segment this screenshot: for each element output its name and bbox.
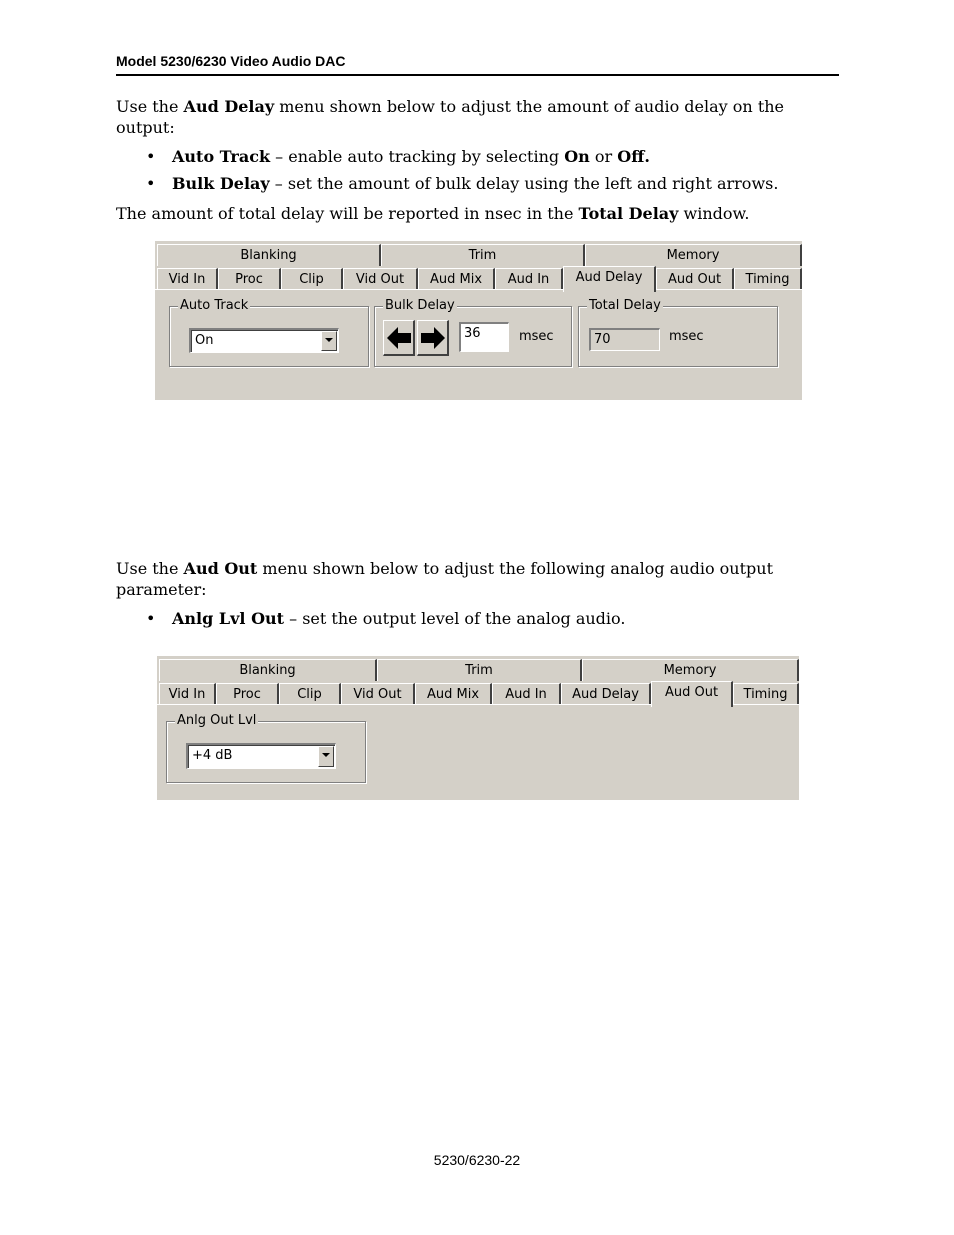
bulk-delay-group — [374, 298, 572, 367]
total-delay-note: The amount of total delay will be reported in nsec in the Total Delay window. — [116, 204, 750, 223]
bulk-delay-unit: msec — [519, 329, 554, 344]
tab-timing[interactable]: Timing — [733, 683, 799, 705]
intro-text: output: — [116, 118, 175, 137]
top-tab-row — [155, 244, 802, 266]
tab-proc[interactable]: Proc — [218, 268, 281, 290]
intro-text: Use the — [116, 97, 184, 116]
intro-bold: Aud Delay — [183, 97, 275, 116]
tab-blanking[interactable]: Blanking — [157, 244, 381, 266]
top-tab-row — [157, 659, 799, 681]
tab-body-edge — [155, 289, 565, 290]
tab-body-edge — [732, 704, 799, 705]
tab-aud-in[interactable]: Aud In — [495, 268, 563, 290]
dropdown-arrow-button[interactable] — [321, 331, 337, 351]
bulk-delay-value: 36 — [464, 326, 481, 341]
tab-aud-out[interactable]: Aud Out — [656, 268, 734, 290]
anlg-out-group — [166, 713, 366, 783]
tab-aud-delay[interactable]: Aud Delay — [563, 266, 656, 292]
tab-body-edge — [655, 289, 802, 290]
bottom-tab-row — [155, 268, 802, 290]
right-arrow-icon — [420, 325, 446, 351]
page-number: 5230/6230-22 — [433, 1152, 521, 1168]
tab-timing[interactable]: Timing — [734, 268, 802, 290]
aud-delay-panel — [155, 241, 802, 400]
tab-memory[interactable]: Memory — [582, 659, 799, 681]
increase-delay-button[interactable] — [417, 320, 449, 356]
tab-aud-in[interactable]: Aud In — [492, 683, 561, 705]
bullet-dot: • — [146, 147, 156, 166]
tab-aud-mix[interactable]: Aud Mix — [418, 268, 495, 290]
tab-vid-in[interactable]: Vid In — [159, 683, 216, 705]
page-header: Model 5230/6230 Video Audio DAC — [116, 53, 346, 69]
bullet-dot: • — [146, 609, 156, 628]
tab-clip[interactable]: Clip — [281, 268, 343, 290]
total-delay-group — [578, 298, 778, 367]
bottom-tab-row — [157, 683, 799, 705]
auto-track-group — [169, 298, 369, 367]
bullet-dot: • — [146, 174, 156, 193]
tab-vid-in[interactable]: Vid In — [157, 268, 218, 290]
decrease-delay-button[interactable] — [383, 320, 415, 356]
aud-out-panel — [157, 656, 799, 800]
chevron-down-icon — [322, 753, 330, 757]
total-delay-label: Total Delay — [589, 298, 661, 313]
auto-track-dropdown[interactable] — [189, 328, 339, 353]
total-delay-value: 70 — [594, 332, 611, 347]
total-delay-field — [589, 328, 660, 351]
tab-vid-out[interactable]: Vid Out — [341, 683, 415, 705]
intro-text: menu shown below to adjust the amount of audio delay on the — [274, 97, 785, 116]
tab-clip[interactable]: Clip — [279, 683, 341, 705]
chevron-down-icon — [325, 338, 333, 342]
header-rule — [116, 74, 839, 76]
section1-intro — [116, 96, 806, 138]
tab-aud-mix[interactable]: Aud Mix — [415, 683, 492, 705]
left-arrow-icon — [386, 325, 412, 351]
tab-vid-out[interactable]: Vid Out — [343, 268, 418, 290]
anlg-out-value: +4 dB — [192, 748, 233, 763]
bulk-delay-label: Bulk Delay — [385, 298, 455, 313]
bullet-text: Anlg Lvl Out – set the output level of the analog audio. — [172, 609, 626, 628]
section2-intro: Use the Aud Out menu shown below to adjust the following analog audio output parameter: — [116, 559, 774, 599]
anlg-out-label: Anlg Out Lvl — [177, 713, 257, 728]
total-delay-unit: msec — [669, 329, 704, 344]
tab-aud-delay[interactable]: Aud Delay — [561, 683, 651, 705]
bullet-text: Bulk Delay – set the amount of bulk delay using the left and right arrows. — [172, 174, 779, 193]
tab-blanking[interactable]: Blanking — [159, 659, 377, 681]
auto-track-value: On — [195, 333, 214, 348]
tab-proc[interactable]: Proc — [216, 683, 279, 705]
tab-trim[interactable]: Trim — [377, 659, 582, 681]
bullet-text: Auto Track – enable auto tracking by selecting On or Off. — [172, 147, 650, 166]
tab-aud-out[interactable]: Aud Out — [651, 681, 733, 707]
bulk-delay-input[interactable] — [459, 322, 509, 352]
auto-track-label: Auto Track — [180, 298, 249, 313]
tab-trim[interactable]: Trim — [381, 244, 585, 266]
tab-memory[interactable]: Memory — [585, 244, 802, 266]
anlg-out-dropdown[interactable] — [186, 743, 336, 769]
dropdown-arrow-button[interactable] — [318, 746, 334, 767]
tab-body-edge — [157, 704, 653, 705]
